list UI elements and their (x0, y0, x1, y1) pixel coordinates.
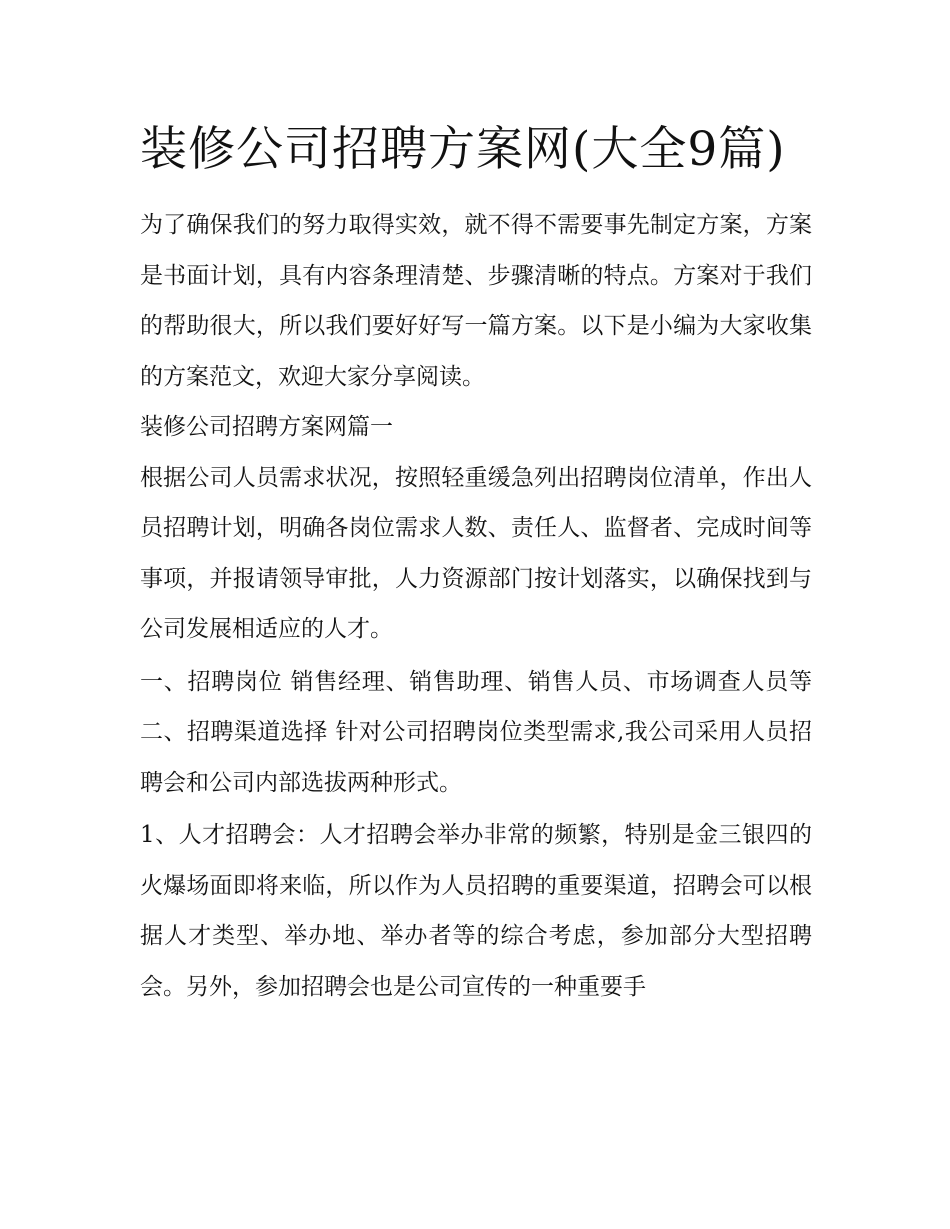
body-paragraph: 根据公司人员需求状况，按照轻重缓急列出招聘岗位清单，作出人员招聘计划，明确各岗位需求人数、责任人、监督者、完成时间等事项，并报请领导审批，人力资源部门按计划落实，以确保找到与公司发展相适应的人才。 (140, 464, 812, 642)
document-title: 装修公司招聘方案网(大全9篇) (140, 122, 786, 177)
intro-paragraph: 为了确保我们的努力取得实效，就不得不需要事先制定方案，方案是书面计划，具有内容条理清楚、步骤清晰的特点。方案对于我们的帮助很大，所以我们要好好写一篇方案。以下是小编为大家收集的方案范文，欢迎大家分享阅读。 (140, 212, 812, 390)
section-heading: 装修公司招聘方案网篇一 (140, 414, 393, 440)
document-page (140, 110, 812, 1012)
body-paragraph: 1、人才招聘会：人才招聘会举办非常的频繁，特别是金三银四的火爆场面即将来临，所以作为人员招聘的重要渠道，招聘会可以根据人才类型、举办地、举办者等的综合考虑，参加部分大型招聘会。另外，参加招聘会也是公司宣传的一种重要手 (140, 822, 812, 1000)
body-paragraph: 一、招聘岗位 销售经理、销售助理、销售人员、市场调查人员等 二、招聘渠道选择 针对公司招聘岗位类型需求,我公司采用人员招聘会和公司内部选拔两种形式。 (140, 668, 812, 796)
